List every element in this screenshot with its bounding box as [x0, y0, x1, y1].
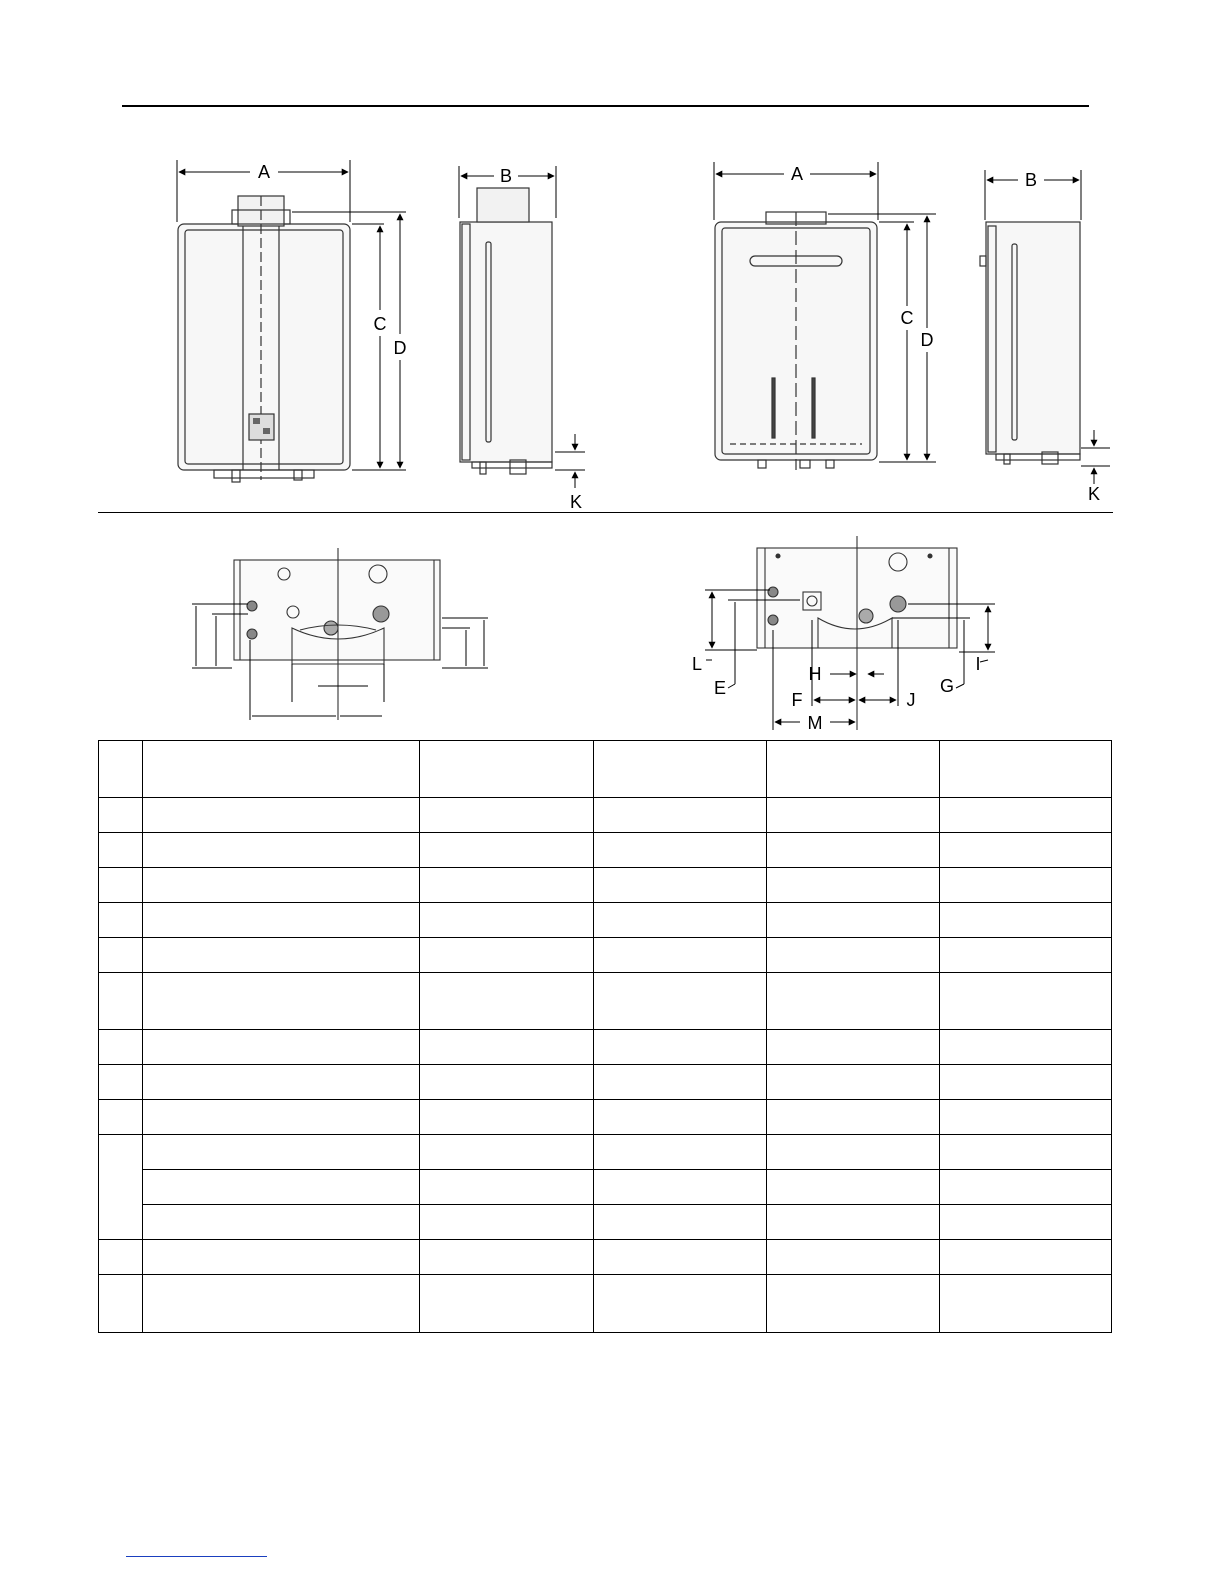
table-cell: [940, 1170, 1112, 1205]
table-cell: [99, 833, 143, 868]
table-cell: [940, 1135, 1112, 1170]
table-cell: [143, 973, 420, 1030]
table-cell: [594, 1065, 767, 1100]
table-cell: [767, 1030, 940, 1065]
unit-2-bottom-view: [757, 536, 957, 730]
table-cell: [940, 1275, 1112, 1333]
table-row: [99, 833, 1112, 868]
table-cell: [99, 798, 143, 833]
table-cell: [420, 1240, 594, 1275]
table-cell: [99, 1065, 143, 1100]
unit-2-side-view: [980, 222, 1080, 464]
table-cell: [594, 1030, 767, 1065]
label-k-unit-1: K: [569, 492, 583, 512]
table-cell: [99, 868, 143, 903]
table-cell: [420, 903, 594, 938]
table-cell: [594, 903, 767, 938]
table-row: [99, 973, 1112, 1030]
table-row: [99, 938, 1112, 973]
table-cell: [420, 938, 594, 973]
label-b-unit-2: B: [1024, 170, 1038, 190]
table-row: [99, 1275, 1112, 1333]
table-cell: [767, 973, 940, 1030]
table-cell: [143, 1240, 420, 1275]
table-cell: [767, 1170, 940, 1205]
table-cell: [594, 1275, 767, 1333]
label-k-unit-2: K: [1087, 484, 1101, 504]
label-j: J: [906, 690, 916, 710]
table-cell: [940, 741, 1112, 798]
table-cell: [420, 1170, 594, 1205]
table-cell: [143, 833, 420, 868]
table-cell: [143, 1100, 420, 1135]
label-i: I: [975, 654, 981, 674]
table-cell: [99, 741, 143, 798]
table-cell: [99, 1240, 143, 1275]
table-cell: [767, 1275, 940, 1333]
label-d-unit-1: D: [393, 338, 407, 358]
table-cell: [143, 1205, 420, 1240]
label-c-unit-2: C: [900, 308, 914, 328]
table-cell: [420, 833, 594, 868]
table-cell: [99, 938, 143, 973]
table-cell: [143, 741, 420, 798]
table-cell: [594, 833, 767, 868]
table-cell: [594, 868, 767, 903]
table-cell: [420, 798, 594, 833]
table-cell: [767, 1240, 940, 1275]
footer-link-underline[interactable]: [126, 1556, 267, 1557]
heater-dimension-diagrams: [0, 0, 1224, 740]
table-cell: [767, 903, 940, 938]
table-row: [99, 1135, 1112, 1170]
table-cell: [143, 1275, 420, 1333]
table-cell: [594, 938, 767, 973]
table-row: [99, 1030, 1112, 1065]
label-c-unit-1: C: [373, 314, 387, 334]
table-cell: [143, 1030, 420, 1065]
table-cell: [767, 868, 940, 903]
table-cell: [767, 1100, 940, 1135]
unit-1-bottom-view: [234, 548, 440, 720]
table-cell: [940, 1240, 1112, 1275]
table-cell: [594, 973, 767, 1030]
table-cell: [594, 1205, 767, 1240]
table-row: [99, 1065, 1112, 1100]
table-cell: [99, 1030, 143, 1065]
specification-table-body: [99, 741, 1112, 1333]
table-cell: [767, 938, 940, 973]
table-cell: [420, 1135, 594, 1170]
label-f: F: [791, 690, 803, 710]
table-cell: [143, 938, 420, 973]
label-a-unit-2: A: [790, 164, 804, 184]
unit-1-side-view: [460, 188, 552, 474]
table-cell: [143, 1065, 420, 1100]
table-cell: [940, 868, 1112, 903]
table-cell: [594, 741, 767, 798]
table-cell: [99, 1100, 143, 1135]
table-row: [99, 1170, 1112, 1205]
table-row: [99, 1100, 1112, 1135]
label-m: M: [807, 713, 823, 733]
table-cell: [940, 1100, 1112, 1135]
label-e: E: [713, 678, 727, 698]
table-cell: [767, 1065, 940, 1100]
label-l: L: [691, 654, 703, 674]
table-cell: [420, 1030, 594, 1065]
table-cell: [940, 938, 1112, 973]
table-row: [99, 903, 1112, 938]
table-cell: [420, 1100, 594, 1135]
label-a-unit-1: A: [257, 162, 271, 182]
table-cell: [143, 1135, 420, 1170]
table-cell: [767, 1135, 940, 1170]
table-cell: [99, 1135, 143, 1240]
table-cell: [99, 973, 143, 1030]
table-cell: [940, 798, 1112, 833]
label-d-unit-2: D: [920, 330, 934, 350]
table-cell: [99, 1275, 143, 1333]
table-row: [99, 1240, 1112, 1275]
table-cell: [420, 1275, 594, 1333]
specification-table: [98, 740, 1112, 1333]
table-cell: [594, 1100, 767, 1135]
unit-2-front-view: [715, 212, 877, 470]
table-cell: [594, 1170, 767, 1205]
label-g: G: [939, 676, 955, 696]
table-row: [99, 798, 1112, 833]
table-cell: [940, 833, 1112, 868]
table-cell: [940, 1205, 1112, 1240]
table-cell: [143, 1170, 420, 1205]
table-row: [99, 741, 1112, 798]
table-cell: [143, 903, 420, 938]
label-b-unit-1: B: [499, 166, 513, 186]
table-cell: [940, 973, 1112, 1030]
table-cell: [420, 1205, 594, 1240]
label-h: H: [808, 664, 822, 684]
table-cell: [420, 973, 594, 1030]
table-cell: [767, 798, 940, 833]
table-cell: [940, 1065, 1112, 1100]
table-row: [99, 868, 1112, 903]
table-cell: [767, 1205, 940, 1240]
table-cell: [940, 903, 1112, 938]
unit-1-front-view: [178, 196, 350, 482]
table-cell: [594, 1135, 767, 1170]
table-cell: [940, 1030, 1112, 1065]
table-cell: [99, 903, 143, 938]
table-cell: [420, 868, 594, 903]
table-cell: [594, 798, 767, 833]
table-cell: [767, 833, 940, 868]
table-row: [99, 1205, 1112, 1240]
table-cell: [767, 741, 940, 798]
table-cell: [420, 741, 594, 798]
table-cell: [594, 1240, 767, 1275]
table-cell: [143, 868, 420, 903]
table-cell: [420, 1065, 594, 1100]
table-cell: [143, 798, 420, 833]
